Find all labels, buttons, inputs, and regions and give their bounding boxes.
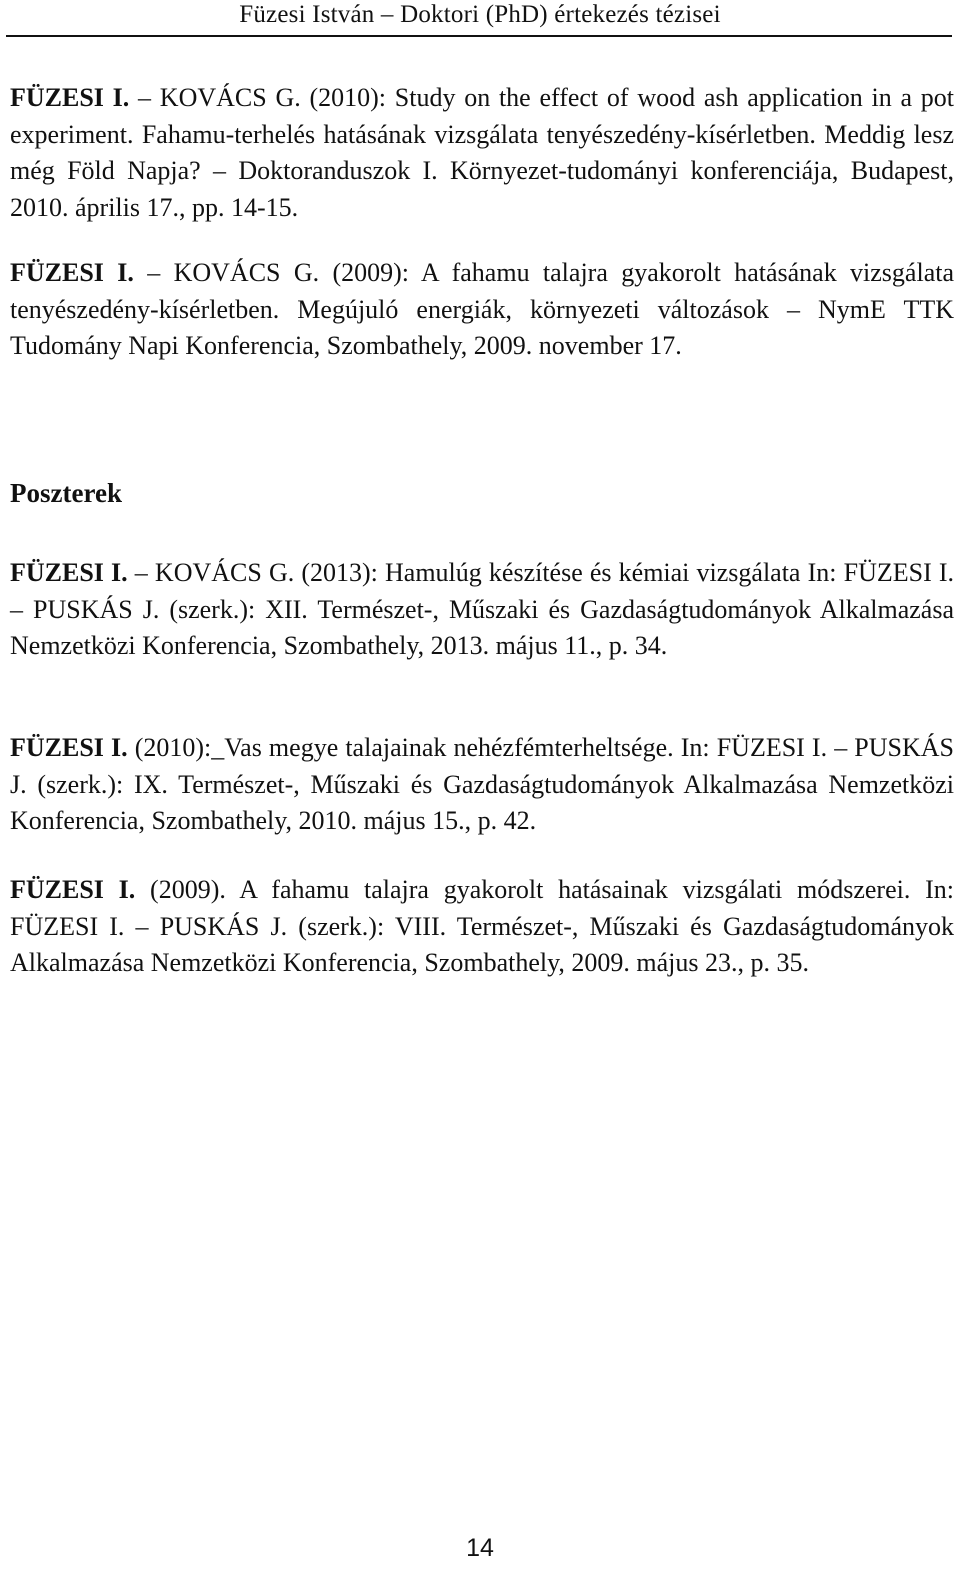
editor-separator: –: [124, 911, 160, 941]
author-separator: –: [129, 83, 160, 112]
editor-separator: –: [10, 594, 33, 624]
reference-coauthor: KOVÁCS G.: [173, 258, 320, 287]
reference-item: [10, 872, 954, 982]
reference-item: [10, 80, 954, 226]
reference-text: (2010): Study on the effect of wood ash application in a pot experiment. Fahamu-terhelés hatásának vizsgálata tenyészedény-kísérletben. Meddig lesz még Föld Napja? – Doktoranduszok I. Környezet-tudományi konferenciája, Budapest, 2010. április 17., pp. 14-15.: [10, 83, 954, 222]
reference-editor: FÜZESI I.: [716, 733, 828, 762]
editor-separator: –: [827, 733, 855, 762]
reference-coauthor: KOVÁCS G.: [154, 558, 295, 587]
reference-text: (2010):_Vas megye talajainak nehézfémterheltsége. In:: [127, 733, 717, 762]
reference-coeditor: PUSKÁS J.: [33, 594, 160, 624]
reference-editor: FÜZESI I.: [10, 911, 125, 941]
reference-author: FÜZESI I.: [10, 733, 128, 762]
reference-author: FÜZESI I.: [10, 83, 130, 112]
author-separator: –: [133, 258, 174, 287]
running-header: Füzesi István – Doktori (PhD) értekezés tézisei: [239, 1, 721, 28]
reference-editor: FÜZESI I.: [843, 558, 955, 587]
reference-coeditor: PUSKÁS J.: [10, 733, 955, 799]
page-number: 14: [466, 1534, 494, 1562]
section-title: Poszterek: [10, 478, 122, 508]
reference-coeditor: PUSKÁS J.: [159, 911, 288, 941]
reference-item: [10, 730, 954, 840]
reference-text: (2009). A fahamu talajra gyakorolt hatásainak vizsgálati módszerei. In:: [135, 875, 954, 904]
reference-text: (szerk.): VIII. Természet-, Műszaki és Gazdaságtudományok Alkalmazása Nemzetközi Konferencia, Szombathely, 2009. május 23., p. 35.: [10, 911, 955, 977]
reference-author: FÜZESI I.: [10, 875, 136, 904]
reference-text: (2013): Hamulúg készítése és kémiai vizsgálata In:: [294, 558, 844, 587]
reference-text: (szerk.): IX. Természet-, Műszaki és Gazdaságtudományok Alkalmazása Nemzetközi Konferencia, Szombathely, 2010. május 15., p. 42.: [10, 769, 954, 835]
reference-text: (szerk.): XII. Természet-, Műszaki és Gazdaságtudományok Alkalmazása Nemzetközi Konferencia, Szombathely, 2013. május 11., p. 34.: [10, 594, 955, 660]
reference-text: (2009): A fahamu talajra gyakorolt hatásának vizsgálata tenyészedény-kísérletben. Megújuló energiák, környezeti változások – NymE TTK Tudomány Napi Konferencia, Szombathely, 2009. november 17.: [10, 258, 954, 360]
reference-item: [10, 555, 954, 665]
reference-author: FÜZESI I.: [10, 558, 128, 587]
reference-item: [10, 255, 954, 365]
reference-coauthor: KOVÁCS G.: [159, 83, 301, 112]
author-separator: –: [127, 558, 155, 587]
reference-author: FÜZESI I.: [10, 258, 134, 287]
header-divider: [6, 35, 952, 37]
